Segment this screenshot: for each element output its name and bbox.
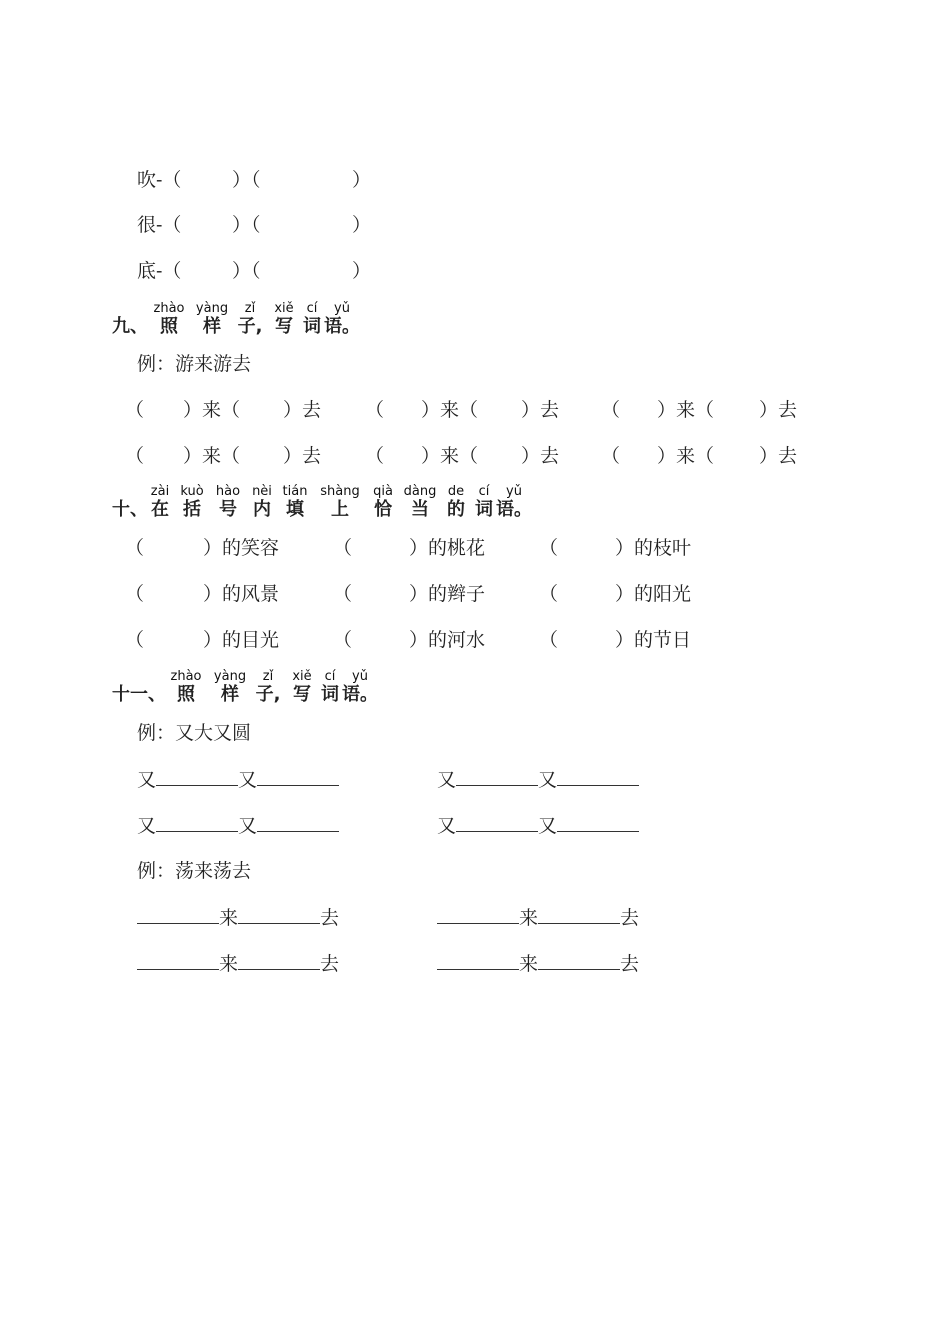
word-row <box>137 168 372 192</box>
you-char: 又 <box>538 769 558 791</box>
lai-char: 来 <box>219 953 239 975</box>
bracket-phrase: ）的河水 <box>409 629 486 651</box>
qu-char: 去 <box>320 907 340 929</box>
hanzi: 内 <box>253 499 271 520</box>
section-10-heading <box>112 479 552 521</box>
answer-blank[interactable] <box>257 813 339 832</box>
pinyin: qià <box>373 484 393 499</box>
pinyin: nèi <box>252 484 272 499</box>
bracket-qu: ）去 <box>283 399 322 421</box>
hanzi: 的 <box>447 499 465 520</box>
pinyin: tián <box>282 484 308 499</box>
pinyin: zài <box>150 484 170 499</box>
example-text: 例：游来游去 <box>137 353 252 375</box>
bracket-phrase: ）的桃花 <box>409 537 486 559</box>
fill-row <box>125 582 725 606</box>
bracket-phrase: ）的目光 <box>203 629 280 651</box>
example-text: 例：又大又圆 <box>137 722 252 744</box>
example-text: 例：荡来荡去 <box>137 860 252 882</box>
bracket-lai: ）来（ <box>421 399 479 421</box>
bracket-qu: ）去 <box>521 445 560 467</box>
word-prefix: 底-（ <box>137 260 182 282</box>
section-number: 九、 <box>112 316 148 337</box>
you-char: 又 <box>137 769 157 791</box>
pinyin: de <box>447 484 465 499</box>
pinyin: yǔ <box>506 484 522 499</box>
hanzi: 语。 <box>342 684 378 705</box>
answer-blank[interactable] <box>538 951 620 970</box>
bracket-open: （ <box>539 537 559 559</box>
answer-blank[interactable] <box>156 813 238 832</box>
answer-blank[interactable] <box>456 767 538 786</box>
bracket-end: ） <box>352 169 372 191</box>
bracket-phrase: ）的风景 <box>203 583 280 605</box>
you-char: 又 <box>437 815 457 837</box>
hanzi: 号 <box>219 499 237 520</box>
hanzi: 恰 <box>374 499 392 520</box>
answer-blank[interactable] <box>156 767 238 786</box>
you-char: 又 <box>238 769 258 791</box>
answer-blank[interactable] <box>437 905 519 924</box>
pinyin: kuò <box>180 484 204 499</box>
ruby-char <box>319 301 365 338</box>
hanzi: 写 <box>275 316 293 337</box>
qu-char: 去 <box>320 953 340 975</box>
fill-row <box>125 398 825 422</box>
lai-char: 来 <box>519 907 539 929</box>
hanzi: 照 <box>160 316 178 337</box>
blank-row <box>137 767 339 792</box>
pinyin: xiě <box>274 301 294 316</box>
pinyin: cí <box>324 669 336 684</box>
hanzi: 子, <box>237 316 263 337</box>
pinyin: dàng <box>403 484 437 499</box>
ruby-char <box>491 484 537 521</box>
hanzi: 照 <box>177 684 195 705</box>
blank-row <box>437 905 639 930</box>
blank-row <box>137 951 339 976</box>
fill-row <box>125 628 725 652</box>
hanzi: 词 <box>475 499 493 520</box>
bracket-open: （ <box>125 399 145 421</box>
qu-char: 去 <box>620 953 640 975</box>
you-char: 又 <box>137 815 157 837</box>
bracket-lai: ）来（ <box>657 445 715 467</box>
word-prefix: 很-（ <box>137 214 182 236</box>
pinyin: hào <box>215 484 241 499</box>
hanzi: 写 <box>293 684 311 705</box>
bracket-mid: ）（ <box>232 169 261 191</box>
you-char: 又 <box>437 769 457 791</box>
bracket-open: （ <box>365 399 385 421</box>
hanzi: 当 <box>411 499 429 520</box>
hanzi: 样 <box>203 316 221 337</box>
blank-row <box>437 951 639 976</box>
bracket-open: （ <box>539 629 559 651</box>
answer-blank[interactable] <box>538 905 620 924</box>
bracket-open: （ <box>125 629 145 651</box>
blank-row <box>437 767 639 792</box>
hanzi: 括 <box>183 499 201 520</box>
you-char: 又 <box>238 815 258 837</box>
pinyin: yǔ <box>352 669 368 684</box>
bracket-open: （ <box>539 583 559 605</box>
word-prefix: 吹-（ <box>137 169 182 191</box>
bracket-open: （ <box>125 537 145 559</box>
bracket-mid: ）（ <box>232 260 261 282</box>
hanzi: 语。 <box>496 499 532 520</box>
pinyin: yàng <box>195 301 229 316</box>
lai-char: 来 <box>519 953 539 975</box>
bracket-lai: ）来（ <box>183 445 241 467</box>
pinyin: zhào <box>170 669 202 684</box>
answer-blank[interactable] <box>456 813 538 832</box>
bracket-phrase: ）的节日 <box>615 629 692 651</box>
pinyin: zǐ <box>262 669 274 684</box>
hanzi: 填 <box>286 499 304 520</box>
bracket-phrase: ）的辫子 <box>409 583 486 605</box>
ruby-char <box>337 669 383 706</box>
section-11-heading <box>112 664 392 706</box>
bracket-lai: ）来（ <box>183 399 241 421</box>
hanzi: 词 <box>303 316 321 337</box>
fill-row <box>125 536 725 560</box>
bracket-mid: ）（ <box>232 214 261 236</box>
word-row <box>137 213 372 237</box>
word-row <box>137 259 372 283</box>
pinyin: cí <box>306 301 318 316</box>
hanzi: 上 <box>331 499 349 520</box>
answer-blank[interactable] <box>557 813 639 832</box>
bracket-qu: ）去 <box>283 445 322 467</box>
bracket-open: （ <box>601 445 621 467</box>
lai-char: 来 <box>219 907 239 929</box>
answer-blank[interactable] <box>137 905 219 924</box>
blank-row <box>437 813 639 838</box>
bracket-open: （ <box>333 629 353 651</box>
you-char: 又 <box>538 815 558 837</box>
qu-char: 去 <box>620 907 640 929</box>
answer-blank[interactable] <box>137 951 219 970</box>
bracket-open: （ <box>333 537 353 559</box>
section-9-heading <box>112 296 372 338</box>
bracket-qu: ）去 <box>759 445 798 467</box>
blank-row <box>137 813 339 838</box>
section-number: 十、 <box>112 499 148 520</box>
bracket-open: （ <box>125 583 145 605</box>
bracket-phrase: ）的阳光 <box>615 583 692 605</box>
answer-blank[interactable] <box>557 767 639 786</box>
ruby-char <box>146 301 192 338</box>
answer-blank[interactable] <box>238 951 320 970</box>
bracket-phrase: ）的笑容 <box>203 537 280 559</box>
hanzi: 子, <box>255 684 281 705</box>
bracket-lai: ）来（ <box>657 399 715 421</box>
bracket-end: ） <box>352 214 372 236</box>
ruby-char <box>272 484 318 521</box>
ruby-char <box>317 484 363 521</box>
pinyin: cí <box>478 484 490 499</box>
pinyin: xiě <box>292 669 312 684</box>
ruby-char <box>163 669 209 706</box>
pinyin: zǐ <box>244 301 256 316</box>
fill-row <box>125 444 825 468</box>
pinyin: shàng <box>320 484 360 499</box>
answer-blank[interactable] <box>257 767 339 786</box>
bracket-open: （ <box>333 583 353 605</box>
blank-row <box>137 905 339 930</box>
bracket-phrase: ）的枝叶 <box>615 537 692 559</box>
bracket-qu: ）去 <box>759 399 798 421</box>
pinyin: yàng <box>213 669 247 684</box>
hanzi: 样 <box>221 684 239 705</box>
bracket-qu: ）去 <box>521 399 560 421</box>
bracket-end: ） <box>352 260 372 282</box>
hanzi: 在 <box>151 499 169 520</box>
hanzi: 词 <box>321 684 339 705</box>
section-number: 十一、 <box>112 684 166 705</box>
bracket-open: （ <box>601 399 621 421</box>
bracket-open: （ <box>365 445 385 467</box>
hanzi: 语。 <box>324 316 360 337</box>
pinyin: yǔ <box>334 301 350 316</box>
pinyin: zhào <box>153 301 185 316</box>
bracket-open: （ <box>125 445 145 467</box>
answer-blank[interactable] <box>437 951 519 970</box>
bracket-lai: ）来（ <box>421 445 479 467</box>
answer-blank[interactable] <box>238 905 320 924</box>
